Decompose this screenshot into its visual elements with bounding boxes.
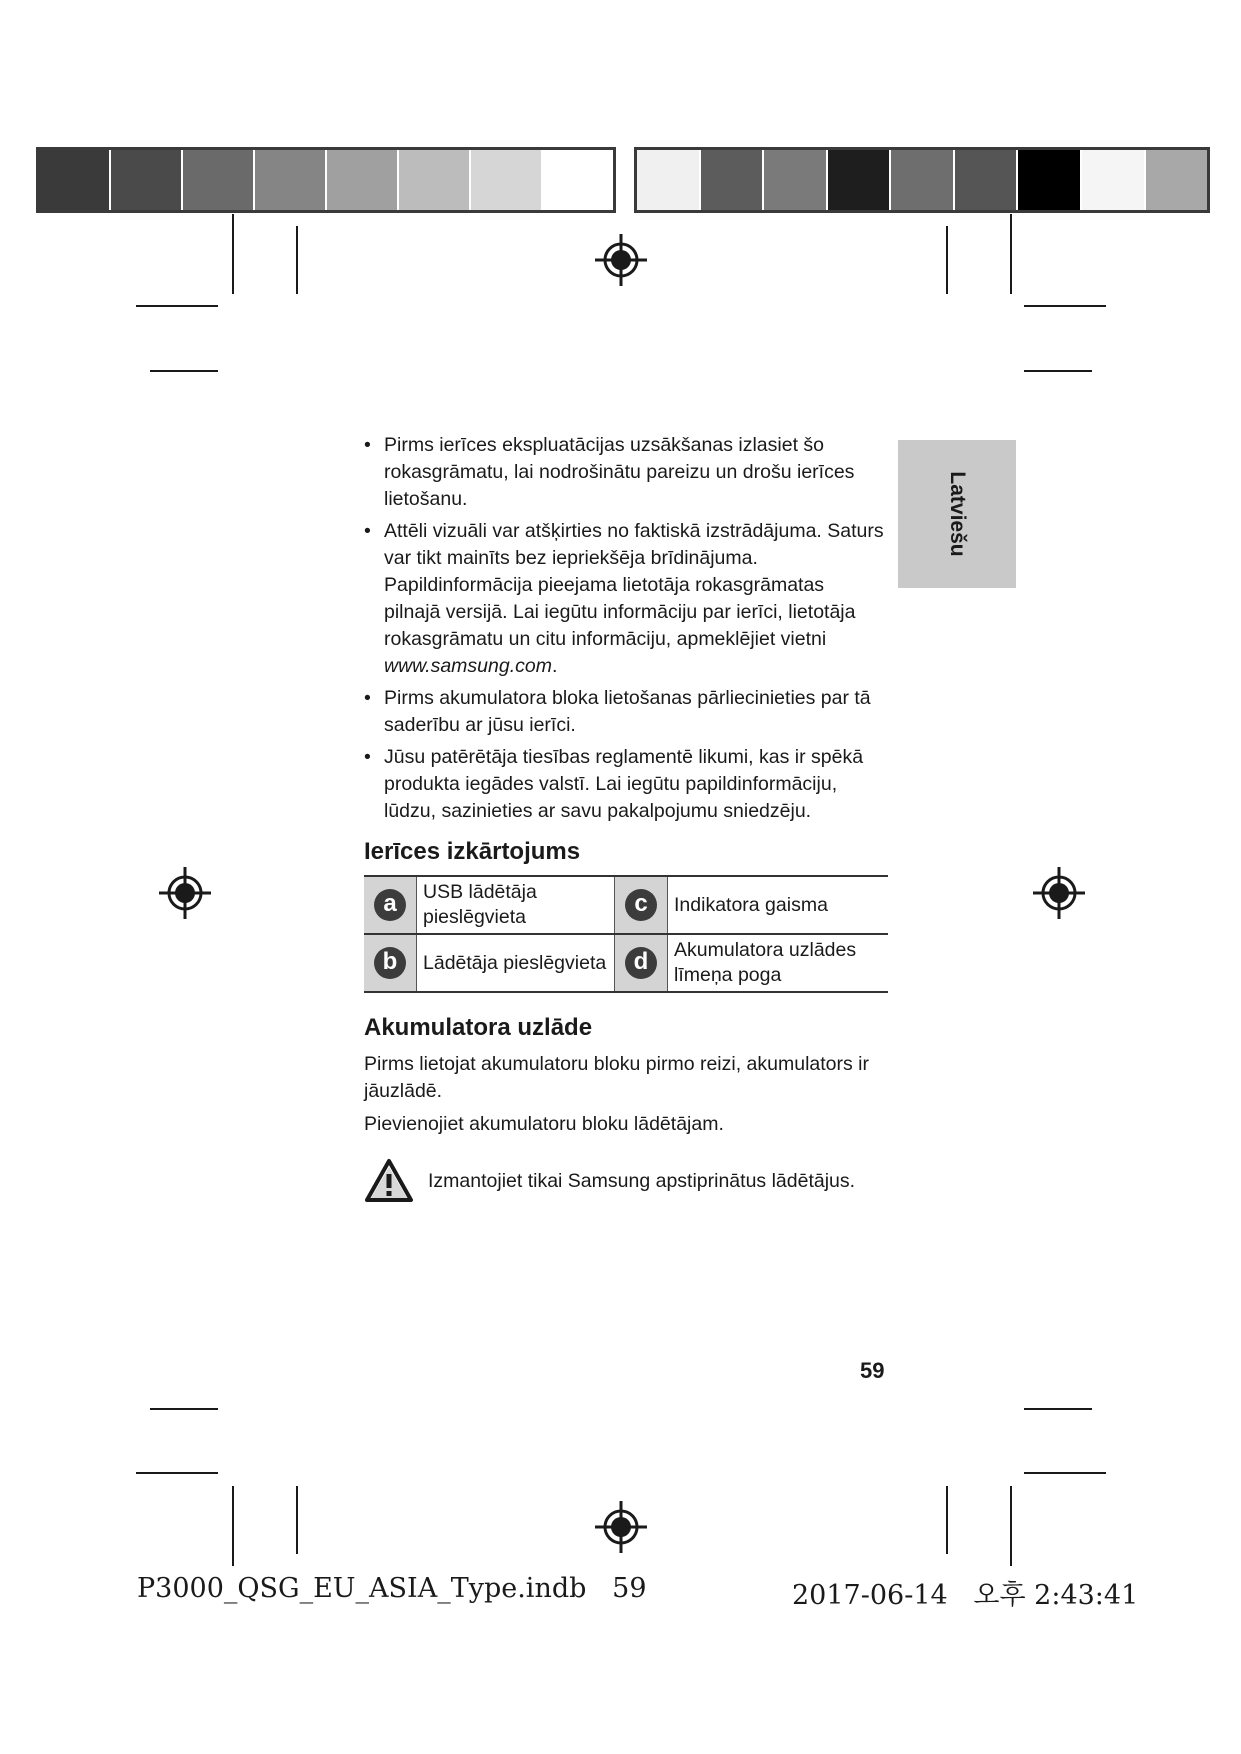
crop-mark <box>1024 370 1092 372</box>
crop-mark <box>946 1486 948 1554</box>
registration-mark-icon <box>593 1499 649 1555</box>
page-number: 59 <box>860 1358 885 1383</box>
section-title-layout: Ierīces izkārtojums <box>364 838 581 865</box>
color-swatch <box>891 150 955 210</box>
color-swatch <box>183 150 255 210</box>
website-link[interactable]: www.samsung.com <box>384 655 552 677</box>
crop-mark <box>150 370 218 372</box>
crop-mark <box>1024 1472 1106 1474</box>
color-swatch <box>111 150 183 210</box>
crop-mark <box>946 226 948 294</box>
crop-mark <box>136 305 218 307</box>
table-cell: Akumulatora uzlādes līmeņa poga <box>674 939 857 986</box>
crop-mark <box>1010 214 1012 294</box>
website-suffix: . <box>551 655 558 677</box>
table-cell: Lādētāja pieslēgvieta <box>417 934 615 992</box>
color-swatch <box>764 150 828 210</box>
warning-note <box>364 1158 884 1204</box>
crop-mark <box>1024 305 1106 307</box>
color-bar-right <box>634 147 1210 213</box>
list-item-text: Attēli vizuāli var atšķirties no faktiskā izstrādājuma. Saturs var tikt mainīts bez iepriekšēja brīdinājuma. Papildinformācija pieejama lietotāja rokasgrāmatas pilnajā versijā. Lai iegūtu informāciju par ierīci, lietotāja rokasgrāmatu un citu informāciju, apmeklējiet vietni <box>384 520 884 650</box>
crop-mark <box>296 226 298 294</box>
color-swatch <box>471 150 543 210</box>
table-row <box>364 876 888 934</box>
device-layout-table <box>364 875 888 993</box>
crop-mark <box>232 214 234 294</box>
crop-mark <box>296 1486 298 1554</box>
table-cell: USB lādētāja pieslēgvieta <box>417 876 615 934</box>
registration-mark-icon <box>593 232 649 288</box>
charging-paragraph: Pirms lietojat akumulatoru bloku pirmo reizi, akumulators ir jāuzlādē. <box>364 1053 870 1102</box>
charging-paragraph: Pievienojiet akumulatoru bloku lādētājam. <box>364 1113 724 1135</box>
letter-d-badge: d <box>625 947 657 979</box>
letter-a-badge: a <box>374 889 406 921</box>
color-swatch <box>1082 150 1146 210</box>
color-swatch <box>327 150 399 210</box>
language-tab <box>898 440 1016 588</box>
color-bar-left <box>36 147 616 213</box>
color-swatch <box>1146 150 1208 210</box>
footer-timestamp: 2017-06-14 오후 2:43:41 <box>792 1580 1139 1611</box>
crop-mark <box>136 1472 218 1474</box>
list-item: • Jūsu patērētāja tiesības reglamentē likumi, kas ir spēkā produkta iegādes valstī. Lai iegūtu papildinformāciju, lūdzu, sazinieties ar savu pakalpojumu sniedzēju. <box>364 744 884 825</box>
table-row <box>364 934 888 992</box>
main-content <box>364 432 884 1204</box>
letter-c-badge: c <box>625 889 657 921</box>
color-swatch <box>701 150 765 210</box>
color-swatch <box>1018 150 1082 210</box>
crop-mark <box>150 1408 218 1410</box>
color-swatch <box>828 150 892 210</box>
crop-mark <box>1010 1486 1012 1566</box>
intro-bullet-list <box>364 432 884 825</box>
section-title-charging: Akumulatora uzlāde <box>364 1014 593 1041</box>
color-swatch <box>399 150 471 210</box>
list-item <box>364 518 884 680</box>
crop-mark <box>232 1486 234 1566</box>
warning-text: Izmantojiet tikai Samsung apstiprinātus lādētājus. <box>428 1169 856 1192</box>
color-swatch <box>39 150 111 210</box>
color-swatch <box>955 150 1019 210</box>
language-tab-label: Latviešu <box>946 471 969 557</box>
footer-file-info: P3000_QSG_EU_ASIA_Type.indb 59 <box>137 1573 647 1604</box>
registration-mark-icon <box>157 865 213 921</box>
color-swatch <box>255 150 327 210</box>
warning-triangle-icon <box>364 1158 414 1204</box>
crop-mark <box>1024 1408 1092 1410</box>
color-swatch <box>543 150 613 210</box>
table-cell: Indikatora gaisma <box>674 893 828 916</box>
color-swatch <box>637 150 701 210</box>
registration-mark-icon <box>1031 865 1087 921</box>
list-item: • Pirms ierīces ekspluatācijas uzsākšanas izlasiet šo rokasgrāmatu, lai nodrošinātu pareizu un drošu ierīces lietošanu. <box>364 432 884 513</box>
list-item: • Pirms akumulatora bloka lietošanas pārliecinieties par tā saderību ar jūsu ierīci. <box>364 685 884 739</box>
letter-b-badge: b <box>374 947 406 979</box>
